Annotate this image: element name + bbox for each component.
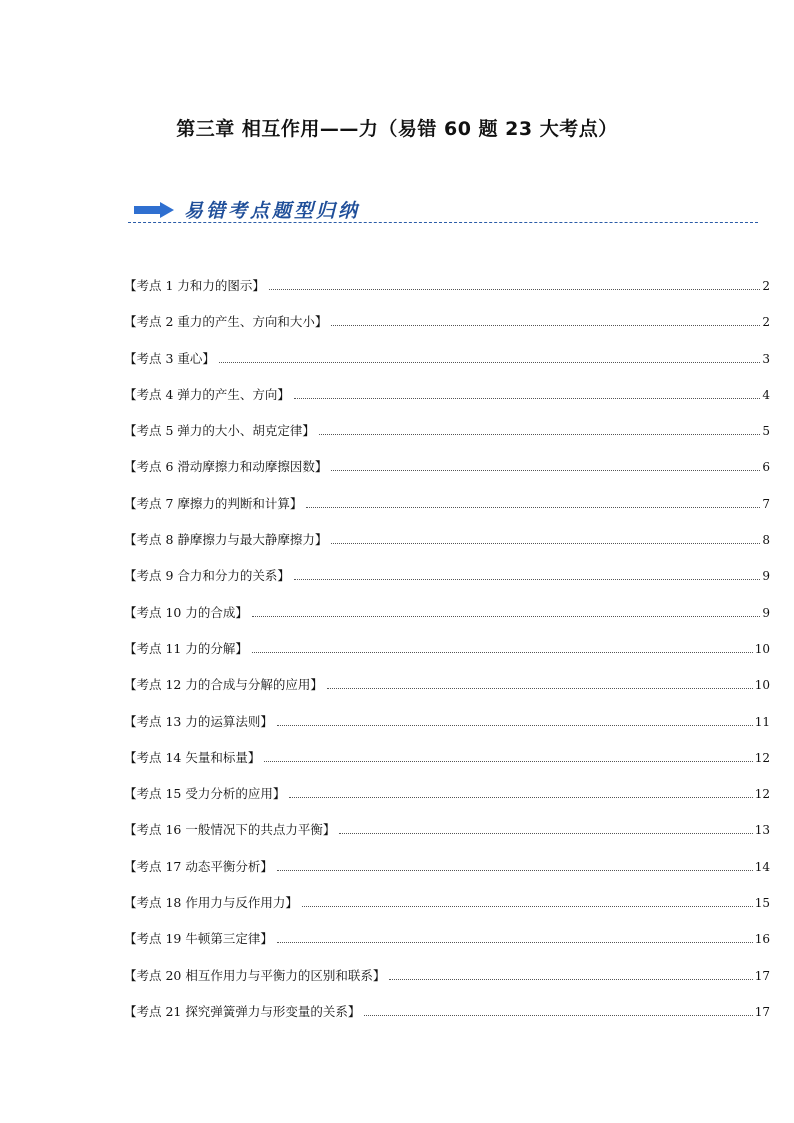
toc-page-number: 9 bbox=[762, 569, 770, 584]
toc-entry[interactable] bbox=[124, 784, 770, 820]
toc-page-number: 8 bbox=[762, 533, 770, 548]
toc-page-number: 9 bbox=[762, 605, 770, 620]
toc-entry[interactable] bbox=[124, 349, 770, 385]
toc-dot-leader bbox=[364, 1014, 752, 1016]
toc-page-number: 4 bbox=[762, 387, 770, 402]
toc-entry-label: 【考点 13 力的运算法则】 bbox=[124, 713, 273, 729]
toc-entry-label: 【考点 8 静摩擦力与最大静摩擦力】 bbox=[124, 532, 328, 548]
toc-dot-leader bbox=[294, 578, 760, 580]
toc-entry[interactable] bbox=[124, 494, 770, 530]
toc-entry[interactable] bbox=[124, 457, 770, 493]
toc-entry-label: 【考点 21 探究弹簧弹力与形变量的关系】 bbox=[124, 1003, 361, 1019]
toc-entry[interactable] bbox=[124, 421, 770, 457]
toc-entry[interactable] bbox=[124, 566, 770, 602]
toc-page-number: 3 bbox=[762, 351, 770, 366]
toc-dot-leader bbox=[252, 651, 753, 653]
toc-entry[interactable] bbox=[124, 929, 770, 965]
toc-entry-label: 【考点 20 相互作用力与平衡力的区别和联系】 bbox=[124, 967, 386, 983]
toc-dot-leader bbox=[277, 869, 753, 871]
toc-entry-label: 【考点 5 弹力的大小、胡克定律】 bbox=[124, 423, 315, 439]
toc-entry-label: 【考点 17 动态平衡分析】 bbox=[124, 858, 273, 874]
toc-entry-label: 【考点 14 矢量和标量】 bbox=[124, 749, 261, 765]
toc-page-number: 14 bbox=[754, 859, 770, 874]
toc-page-number: 17 bbox=[754, 968, 770, 983]
toc-entry[interactable] bbox=[124, 312, 770, 348]
toc-entry-label: 【考点 2 重力的产生、方向和大小】 bbox=[124, 314, 328, 330]
toc-entry[interactable] bbox=[124, 966, 770, 1002]
toc-page-number: 13 bbox=[754, 823, 770, 838]
toc-entry[interactable] bbox=[124, 603, 770, 639]
toc-dot-leader bbox=[294, 397, 760, 399]
toc-entry[interactable] bbox=[124, 276, 770, 312]
toc-page-number: 5 bbox=[762, 424, 770, 439]
toc-entry-label: 【考点 12 力的合成与分解的应用】 bbox=[124, 677, 323, 693]
toc-dot-leader bbox=[327, 687, 753, 689]
toc-dot-leader bbox=[277, 941, 753, 943]
toc-dot-leader bbox=[319, 433, 760, 435]
toc-entry[interactable] bbox=[124, 820, 770, 856]
toc-entry-label: 【考点 19 牛顿第三定律】 bbox=[124, 931, 273, 947]
toc-page-number: 15 bbox=[754, 896, 770, 911]
section-divider bbox=[128, 222, 758, 223]
toc-entry-label: 【考点 3 重心】 bbox=[124, 350, 215, 366]
toc-dot-leader bbox=[339, 832, 752, 834]
toc-entry[interactable] bbox=[124, 1002, 770, 1038]
toc-entry[interactable] bbox=[124, 675, 770, 711]
toc-entry-label: 【考点 4 弹力的产生、方向】 bbox=[124, 386, 290, 402]
toc-page-number: 10 bbox=[754, 641, 770, 656]
toc-dot-leader bbox=[252, 615, 761, 617]
toc-page-number: 6 bbox=[762, 460, 770, 475]
toc-dot-leader bbox=[331, 324, 760, 326]
toc-dot-leader bbox=[302, 905, 753, 907]
toc-page-number: 10 bbox=[754, 678, 770, 693]
toc-entry[interactable] bbox=[124, 385, 770, 421]
toc-page-number: 12 bbox=[754, 787, 770, 802]
section-title: 易错考点题型归纳 bbox=[184, 200, 361, 222]
toc-entry-label: 【考点 11 力的分解】 bbox=[124, 640, 248, 656]
toc-entry-label: 【考点 7 摩擦力的判断和计算】 bbox=[124, 495, 303, 511]
toc-dot-leader bbox=[264, 760, 752, 762]
toc-entry-label: 【考点 18 作用力与反作用力】 bbox=[124, 895, 298, 911]
section-header bbox=[128, 196, 758, 226]
toc-page-number: 16 bbox=[754, 932, 770, 947]
page-title: 第三章 相互作用——力（易错 60 题 23 大考点） bbox=[176, 118, 618, 140]
toc-entry[interactable] bbox=[124, 530, 770, 566]
toc-dot-leader bbox=[269, 288, 760, 290]
toc-dot-leader bbox=[306, 506, 760, 508]
toc-entry[interactable] bbox=[124, 712, 770, 748]
toc-page-number: 7 bbox=[762, 496, 770, 511]
toc-dot-leader bbox=[389, 978, 752, 980]
toc-entry-label: 【考点 1 力和力的图示】 bbox=[124, 278, 265, 293]
toc-entry[interactable] bbox=[124, 857, 770, 893]
toc-dot-leader bbox=[277, 724, 753, 726]
toc-entry-label: 【考点 6 滑动摩擦力和动摩擦因数】 bbox=[124, 459, 328, 475]
toc-dot-leader bbox=[289, 796, 752, 798]
toc-entry[interactable] bbox=[124, 639, 770, 675]
toc-dot-leader bbox=[219, 361, 760, 363]
toc-page-number: 2 bbox=[762, 315, 770, 330]
toc-entry[interactable] bbox=[124, 748, 770, 784]
toc-entry-label: 【考点 10 力的合成】 bbox=[124, 604, 248, 620]
toc-dot-leader bbox=[331, 542, 760, 544]
arrow-right-icon bbox=[134, 202, 174, 218]
toc-entry[interactable] bbox=[124, 893, 770, 929]
toc-entry-label: 【考点 15 受力分析的应用】 bbox=[124, 786, 286, 802]
toc-page-number: 12 bbox=[754, 750, 770, 765]
toc-dot-leader bbox=[331, 469, 760, 471]
toc-entry-label: 【考点 9 合力和分力的关系】 bbox=[124, 568, 290, 584]
toc-page-number: 11 bbox=[754, 714, 770, 729]
toc-page-number: 2 bbox=[762, 279, 770, 293]
toc-page-number: 17 bbox=[754, 1004, 770, 1019]
table-of-contents bbox=[124, 276, 770, 1038]
toc-entry-label: 【考点 16 一般情况下的共点力平衡】 bbox=[124, 822, 336, 838]
